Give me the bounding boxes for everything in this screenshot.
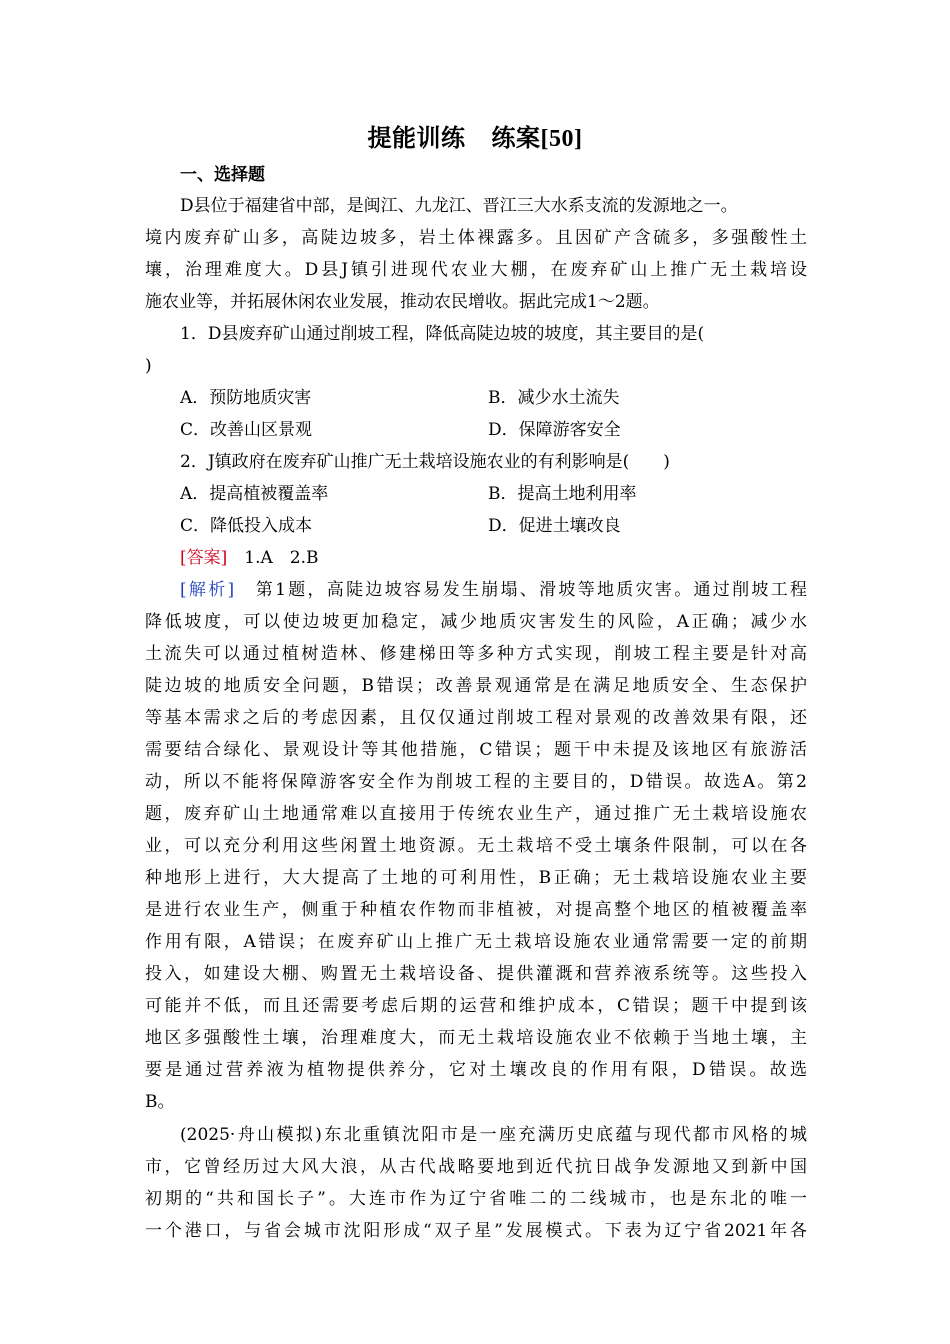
question1-options-row2 bbox=[180, 418, 842, 442]
q2-option-a: A．提高植被覆盖率 bbox=[180, 484, 329, 504]
q1-option-b: B．减少水土流失 bbox=[488, 388, 620, 408]
question1-stem-end: ) bbox=[145, 356, 152, 376]
q1-option-c: C．改善山区景观 bbox=[180, 420, 313, 440]
analysis-line: 降低坡度，可以使边坡更加稳定，减少地质灾害发生的风险，A正确；减少水 bbox=[145, 612, 807, 632]
analysis-line: 投入，如建设大棚、购置无土栽培设备、提供灌溉和营养液系统等。这些投入 bbox=[145, 964, 807, 984]
analysis-line: 题，废弃矿山土地通常难以直接用于传统农业生产，通过推广无土栽培设施农 bbox=[145, 804, 807, 824]
title-part2: 练案[50] bbox=[491, 126, 583, 152]
passage2-first-line bbox=[180, 1123, 807, 1147]
analysis-first-line bbox=[180, 578, 807, 602]
passage1-line: 施农业等，并拓展休闲农业发展，推动农民增收。据此完成1～2题。 bbox=[145, 292, 660, 312]
q1-option-d: D．保障游客安全 bbox=[488, 420, 621, 440]
q2-option-d: D．促进土壤改良 bbox=[488, 516, 621, 536]
page-title bbox=[0, 123, 950, 155]
section-heading: 一、选择题 bbox=[180, 165, 265, 185]
passage1-line: D县位于福建省中部，是闽江、九龙江、晋江三大水系支流的发源地之一。 bbox=[180, 196, 738, 216]
analysis-line: 可能并不低，而且还需要考虑后期的运营和维护成本，C错误；题干中提到该 bbox=[145, 996, 807, 1016]
question2-stem: 2．J镇政府在废弃矿山推广无土栽培设施农业的有利影响是( ) bbox=[180, 452, 670, 472]
passage2-source: (2025·舟山模拟) bbox=[180, 1125, 322, 1145]
passage2-line: 初期的“共和国长子”。大连市作为辽宁省唯二的二线城市，也是东北的唯一 bbox=[145, 1189, 807, 1209]
passage1-line: 境内废弃矿山多，高陡边坡多，岩土体裸露多。且因矿产含硫多，多强酸性土 bbox=[145, 228, 807, 248]
q1-option-a: A．预防地质灾害 bbox=[180, 388, 312, 408]
analysis-text: 第1题，高陡边坡容易发生崩塌、滑坡等地质灾害。通过削坡工程 bbox=[234, 580, 807, 600]
analysis-line: 土流失可以通过植树造林、修建梯田等多种方式实现，削坡工程主要是针对高 bbox=[145, 644, 807, 664]
answer-line bbox=[180, 546, 842, 570]
analysis-line: 作用有限，A错误；在废弃矿山上推广无土栽培设施农业通常需要一定的前期 bbox=[145, 932, 807, 952]
analysis-line: 地区多强酸性土壤，治理难度大，而无土栽培设施农业不依赖于当地土壤，主 bbox=[145, 1028, 807, 1048]
q2-option-c: C．降低投入成本 bbox=[180, 516, 313, 536]
analysis-line: 是进行农业生产，侧重于种植农作物而非植被，对提高整个地区的植被覆盖率 bbox=[145, 900, 807, 920]
question1-stem: 1．D县废弃矿山通过削坡工程，降低高陡边坡的坡度，其主要目的是( bbox=[180, 324, 705, 344]
analysis-line: 陡边坡的地质安全问题，B错误；改善景观通常是在满足地质安全、生态保护 bbox=[145, 676, 807, 696]
question1-options-row1 bbox=[180, 386, 842, 410]
passage1-line: 壤，治理难度大。D县J镇引进现代农业大棚，在废弃矿山上推广无土栽培设 bbox=[145, 260, 807, 280]
q2-option-b: B．提高土地利用率 bbox=[488, 484, 637, 504]
analysis-line: 要是通过营养液为植物提供养分，它对土壤改良的作用有限，D错误。故选 bbox=[145, 1060, 807, 1080]
analysis-last-line: B。 bbox=[145, 1092, 175, 1112]
analysis-line: 需要结合绿化、景观设计等其他措施，C错误；题干中未提及该地区有旅游活 bbox=[145, 740, 807, 760]
analysis-line: 种地形上进行，大大提高了土地的可利用性，B正确；无土栽培设施农业主要 bbox=[145, 868, 807, 888]
answer-tag: [答案] bbox=[180, 548, 228, 568]
title-part1: 提能训练 bbox=[367, 126, 466, 152]
analysis-line: 等基本需求之后的考虑因素，且仅仅通过削坡工程对景观的改善效果有限，还 bbox=[145, 708, 807, 728]
analysis-line: 业，可以充分利用这些闲置土地资源。无土栽培不受土壤条件限制，可以在各 bbox=[145, 836, 807, 856]
passage2-text: 东北重镇沈阳市是一座充满历史底蕴与现代都市风格的城 bbox=[321, 1125, 808, 1145]
answer-text: 1.A 2.B bbox=[227, 548, 319, 568]
question2-options-row1 bbox=[180, 482, 842, 506]
passage2-line: 一个港口，与省会城市沈阳形成“双子星”发展模式。下表为辽宁省2021年各 bbox=[145, 1221, 807, 1241]
analysis-line: 动，所以不能将保障游客安全作为削坡工程的主要目的，D错误。故选A。第2 bbox=[145, 772, 807, 792]
question2-options-row2 bbox=[180, 514, 842, 538]
analysis-tag: [解析] bbox=[180, 580, 235, 600]
passage2-line: 市，它曾经历过大风大浪，从古代战略要地到近代抗日战争发源地又到新中国 bbox=[145, 1157, 807, 1177]
